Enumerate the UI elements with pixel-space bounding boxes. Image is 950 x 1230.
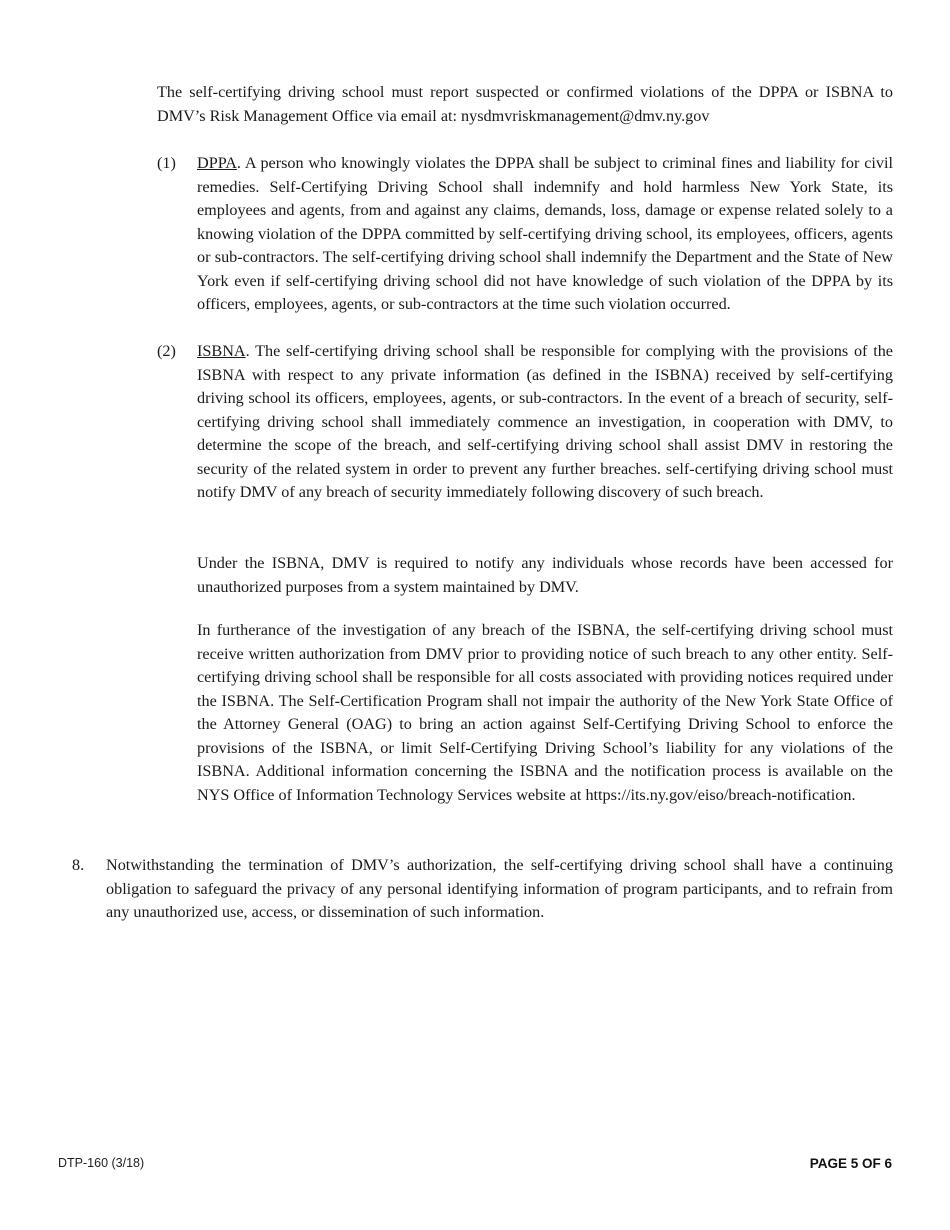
isbna-investigation-paragraph: In furtherance of the investigation of any breach of the ISBNA, the self-certifying driving school must receive written authorization from DMV prior to providing notice of such breach to any other entity. Self-certifying driving school shall be responsible for all costs associated with providing notices required under the ISBNA. The Self-Certification Program shall not impair the authority of the New York State Office of the Attorney General (OAG) to bring an action against Self-Certifying Driving School to enforce the provisions of the ISBNA, or limit Self-Certifying Driving School’s liability for any violations of the ISBNA. Additional information concerning the ISBNA and the notification process is available on the NYS Office of Information Technology Services website at https://its.ny.gov/eiso/breach-notification. (197, 621, 893, 804)
isbna-notification-paragraph: Under the ISBNA, DMV is required to notify any individuals whose records have been accessed for unauthorized purposes from a system maintained by DMV. (197, 554, 893, 596)
page-number: PAGE 5 OF 6 (809, 1156, 892, 1171)
section-8-paragraph: Notwithstanding the termination of DMV’s authorization, the self-certifying driving school shall have a continuing obligation to safeguard the privacy of any personal identifying information of program participants, and to refrain from any unauthorized use, access, or dissemination of such information. (106, 856, 893, 921)
section-number-8: 8. (72, 856, 85, 874)
isbna-paragraph (197, 340, 893, 505)
form-id: DTP-160 (3/18) (58, 1156, 145, 1170)
intro-paragraph: The self-certifying driving school must report suspected or confirmed violations of the DPPA or ISBNA to DMV’s Risk Management Office via email at: nysdmvriskmanagement@dmv.ny.gov (157, 83, 893, 125)
dppa-text: . A person who knowingly violates the DPPA shall be subject to criminal fines and liability for civil remedies. Self-Certifying Driving School shall indemnify and hold harmless New York State, its employees and agents, from and against any claims, demands, loss, damage or expense related solely to a knowing violation of the DPPA committed by self-certifying driving school, its employees, officers, agents or sub-contractors. The self-certifying driving school shall indemnify the Department and the State of New York even if self-certifying driving school did not have knowledge of such violation of the DPPA by its officers, employees, agents, or sub-contractors at the time such violation occurred. (197, 154, 893, 313)
dppa-heading: DPPA (197, 154, 237, 172)
dppa-paragraph (197, 152, 893, 317)
item-number-1: (1) (157, 154, 176, 172)
isbna-text: . The self-certifying driving school shall be responsible for complying with the provisions of the ISBNA with respect to any private information (as defined in the ISBNA) received by self-certifying driving school its officers, employees, agents, or sub-contractors. In the event of a breach of security, self-certifying driving school shall immediately commence an investigation, in cooperation with DMV, to determine the scope of the breach, and self-certifying driving school shall assist DMV in restoring the security of the related system in order to prevent any further breaches. self-certifying driving school must notify DMV of any breach of security immediately following discovery of such breach. (197, 342, 893, 501)
item-number-2: (2) (157, 342, 176, 360)
isbna-heading: ISBNA (197, 342, 246, 360)
